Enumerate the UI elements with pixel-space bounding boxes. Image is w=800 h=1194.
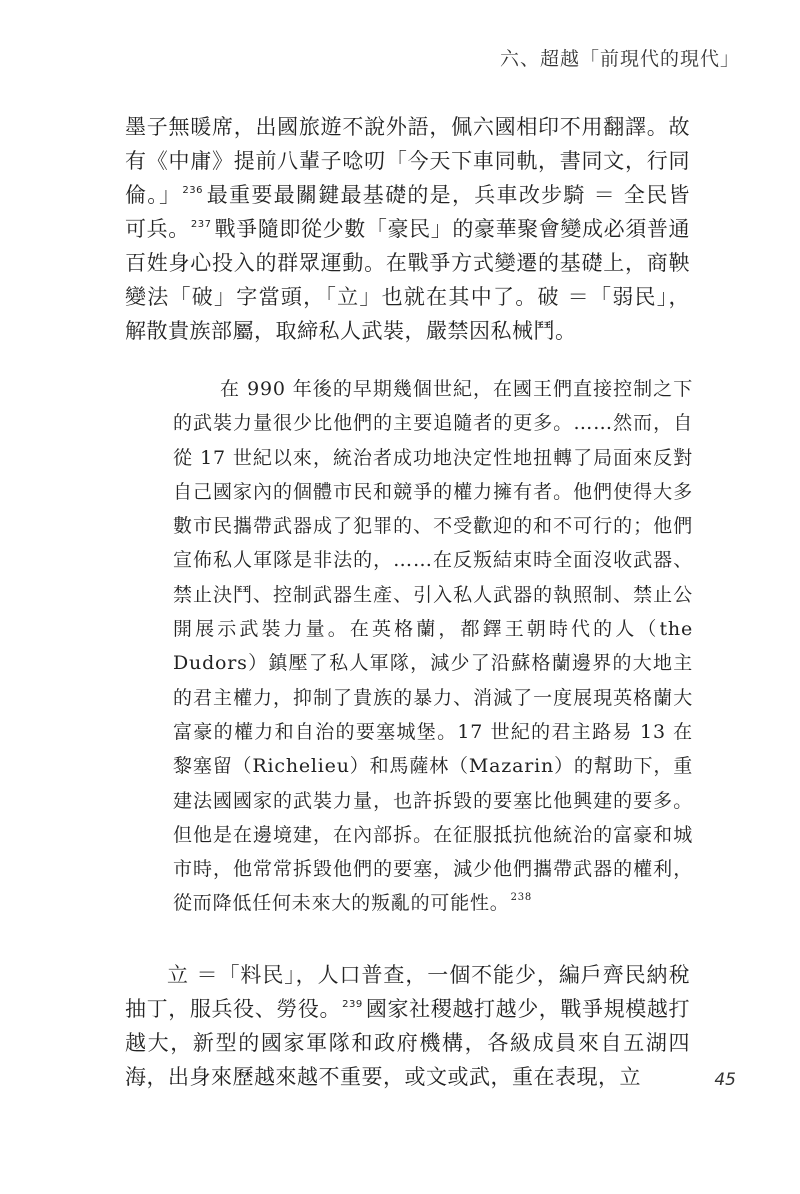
- footnote-ref-237[interactable]: 237: [190, 219, 212, 230]
- body-paragraph-1: [125, 110, 690, 348]
- footnote-ref-239[interactable]: 239: [342, 999, 363, 1010]
- paragraph-text: 墨子無暖席，出國旅遊不說外語，佩六國相印不用翻譯。故有《中庸》提前八輩子唸叨「今天下車同軌，書同文，行同倫。」: [125, 115, 690, 207]
- paragraph-text: 最重要最關鍵最基礎的是，兵車改步騎 ＝ 全民皆可兵。: [125, 183, 690, 241]
- quote-text: 在 990 年後的早期幾個世紀，在國王們直接控制之下的武裝力量很少比他們的主要追隨者的更多。……然而，自從 17 世紀以來，統治者成功地決定性地扭轉了局面來反對自己國家內的個體市民和競爭的權力擁有者。他們使得大多數市民攜帶武器成了犯罪的、不受歡迎的和不可行的；他們宣佈私人軍隊是非法的，……在反叛結束時全面沒收武器、禁止決鬥、控制武器生產、引入私人武器的執照制、禁止公開展示武裝力量。在英格蘭，都鐸王朝時代的人（the Dudors）鎮壓了私人軍隊，減少了沿蘇格蘭邊界的大地主的君主權力，抑制了貴族的暴力、消減了一度展現英格蘭大富豪的權力和自治的要塞城堡。17 世紀的君主路易 13 在黎塞留（Richelieu）和馬薩林（Mazarin）的幫助下，重建法國國家的武裝力量，也許拆毀的要塞比他興建的要多。但他是在邊境建，在內部拆。在征服抵抗他統治的富豪和城市時，他常常拆毀他們的要塞，減少他們攜帶武器的權利，從而降低任何未來大的叛亂的可能性。: [173, 378, 693, 915]
- running-head: 六、超越「前現代的現代」: [499, 48, 740, 70]
- paragraph-text: 立 ＝「料民」，人口普查，一個不能少，編戶齊民納稅抽丁，服兵役、勞役。: [125, 963, 690, 1021]
- block-quote: [173, 372, 693, 921]
- paragraph-text: 戰爭隨即從少數「豪民」的豪華聚會變成必須普通百姓身心投入的群眾運動。在戰爭方式變遷的基礎上，商鞅變法「破」字當頭，「立」也就在其中了。破 ＝「弱民」，解散貴族部屬，取締私人武裝，嚴禁因私械鬥。: [125, 217, 691, 343]
- footnote-ref-238[interactable]: 238: [510, 892, 533, 904]
- footnote-ref-236[interactable]: 236: [182, 185, 203, 196]
- paragraph-text: 國家社稷越打越少，戰爭規模越打越大，新型的國家軍隊和政府機構，各級成員來自五湖四海，出身來歷越來越不重要，或文或武，重在表現，立: [125, 997, 691, 1089]
- body-paragraph-2: [125, 958, 690, 1094]
- page-number: 45: [714, 1070, 736, 1090]
